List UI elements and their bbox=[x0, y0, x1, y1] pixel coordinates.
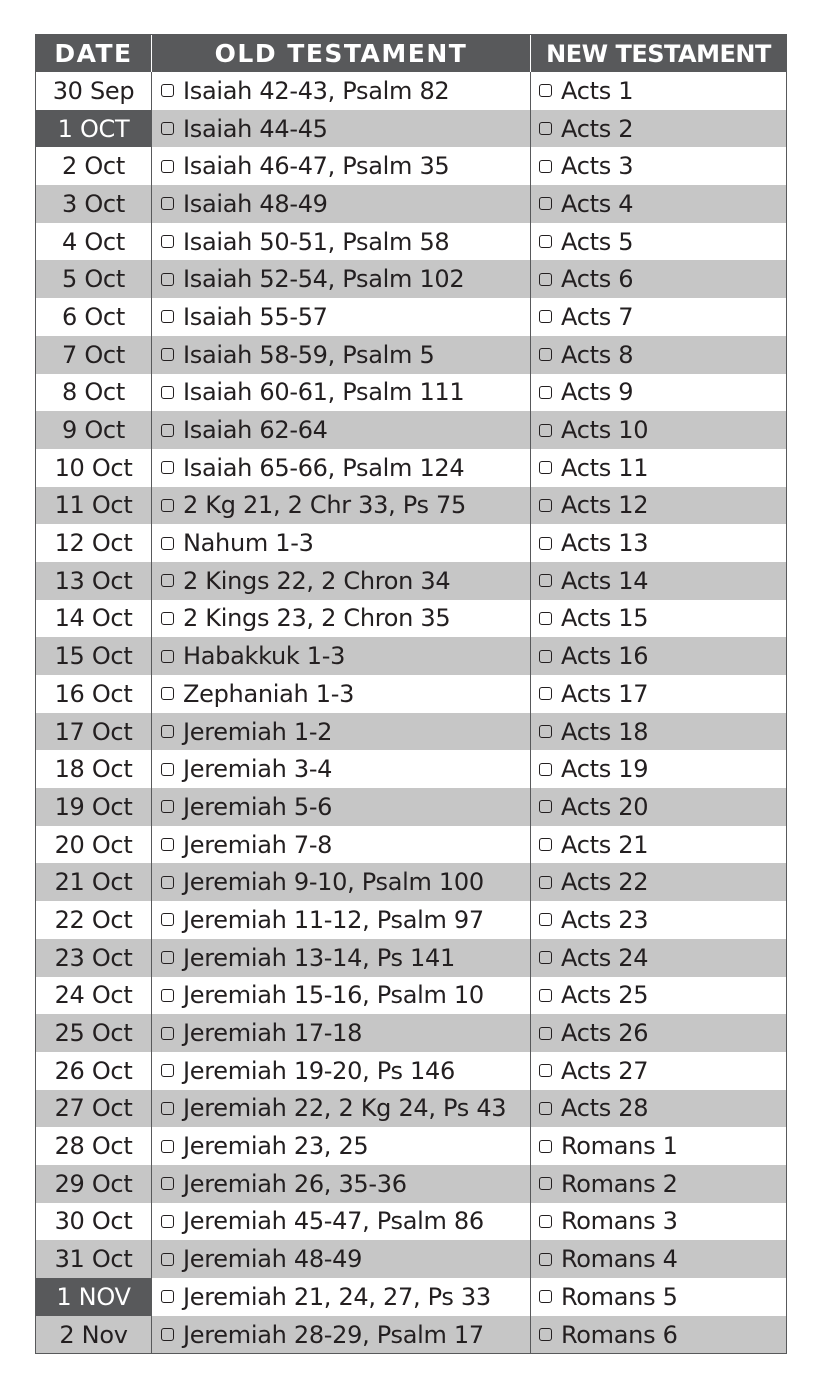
checkbox-icon[interactable] bbox=[161, 537, 174, 550]
old-testament-reading bbox=[152, 977, 531, 1015]
checkbox-icon[interactable] bbox=[539, 650, 552, 663]
new-testament-passage: Acts 2 bbox=[561, 114, 634, 143]
old-testament-reading bbox=[152, 110, 531, 148]
table-row bbox=[36, 901, 786, 939]
checkbox-icon[interactable] bbox=[161, 1253, 174, 1266]
checkbox-icon[interactable] bbox=[539, 386, 552, 399]
checkbox-icon[interactable] bbox=[161, 725, 174, 738]
checkbox-icon[interactable] bbox=[539, 348, 552, 361]
checkbox-icon[interactable] bbox=[539, 499, 552, 512]
reading-date: 8 Oct bbox=[36, 374, 152, 412]
month-start-date: 1 NOV bbox=[36, 1278, 152, 1316]
table-row bbox=[36, 1240, 786, 1278]
checkbox-icon[interactable] bbox=[161, 122, 174, 135]
checkbox-icon[interactable] bbox=[539, 1064, 552, 1077]
reading-date: 13 Oct bbox=[36, 562, 152, 600]
checkbox-icon[interactable] bbox=[539, 951, 552, 964]
reading-date: 27 Oct bbox=[36, 1090, 152, 1128]
old-testament-passage: Jeremiah 3-4 bbox=[183, 755, 333, 784]
checkbox-icon[interactable] bbox=[539, 800, 552, 813]
table-row bbox=[36, 298, 786, 336]
old-testament-passage: Habakkuk 1-3 bbox=[183, 642, 346, 671]
reading-date: 2 Nov bbox=[36, 1316, 152, 1354]
old-testament-passage: Isaiah 55-57 bbox=[183, 302, 328, 331]
old-testament-passage: Jeremiah 21, 24, 27, Ps 33 bbox=[183, 1282, 491, 1311]
checkbox-icon[interactable] bbox=[539, 84, 552, 97]
reading-date: 11 Oct bbox=[36, 487, 152, 525]
new-testament-passage: Acts 8 bbox=[561, 340, 634, 369]
old-testament-reading bbox=[152, 1052, 531, 1090]
checkbox-icon[interactable] bbox=[539, 160, 552, 173]
checkbox-icon[interactable] bbox=[161, 424, 174, 437]
reading-date: 25 Oct bbox=[36, 1014, 152, 1052]
old-testament-passage: Jeremiah 28-29, Psalm 17 bbox=[183, 1320, 484, 1349]
new-testament-reading bbox=[531, 750, 786, 788]
new-testament-reading bbox=[531, 637, 786, 675]
old-testament-reading bbox=[152, 1165, 531, 1203]
table-row bbox=[36, 713, 786, 751]
table-row bbox=[36, 1316, 786, 1354]
new-testament-passage: Romans 2 bbox=[561, 1169, 678, 1198]
old-testament-reading bbox=[152, 72, 531, 110]
old-testament-reading bbox=[152, 1278, 531, 1316]
old-testament-reading bbox=[152, 1014, 531, 1052]
old-testament-passage: Jeremiah 26, 35-36 bbox=[183, 1169, 407, 1198]
reading-date: 16 Oct bbox=[36, 675, 152, 713]
table-row bbox=[36, 147, 786, 185]
new-testament-passage: Acts 10 bbox=[561, 416, 649, 445]
checkbox-icon[interactable] bbox=[539, 235, 552, 248]
new-testament-passage: Romans 4 bbox=[561, 1245, 678, 1274]
checkbox-icon[interactable] bbox=[161, 687, 174, 700]
checkbox-icon[interactable] bbox=[539, 122, 552, 135]
reading-date: 4 Oct bbox=[36, 223, 152, 261]
checkbox-icon[interactable] bbox=[539, 913, 552, 926]
old-testament-reading bbox=[152, 374, 531, 412]
new-testament-passage: Acts 26 bbox=[561, 1019, 649, 1048]
new-testament-reading bbox=[531, 600, 786, 638]
old-testament-passage: Isaiah 48-49 bbox=[183, 189, 328, 218]
checkbox-icon[interactable] bbox=[539, 1290, 552, 1303]
old-testament-passage: 2 Kg 21, 2 Chr 33, Ps 75 bbox=[183, 491, 466, 520]
reading-date: 30 Oct bbox=[36, 1203, 152, 1241]
checkbox-icon[interactable] bbox=[161, 951, 174, 964]
new-testament-column-header: NEW TESTAMENT bbox=[546, 39, 771, 68]
old-testament-reading bbox=[152, 223, 531, 261]
new-testament-passage: Acts 21 bbox=[561, 830, 649, 859]
reading-date: 5 Oct bbox=[36, 260, 152, 298]
checkbox-icon[interactable] bbox=[161, 574, 174, 587]
checkbox-icon[interactable] bbox=[161, 1064, 174, 1077]
new-testament-reading bbox=[531, 863, 786, 901]
checkbox-icon[interactable] bbox=[539, 763, 552, 776]
new-testament-reading bbox=[531, 1014, 786, 1052]
old-testament-passage: Isaiah 65-66, Psalm 124 bbox=[183, 453, 465, 482]
table-row bbox=[36, 1203, 786, 1241]
checkbox-icon[interactable] bbox=[161, 876, 174, 889]
checkbox-icon[interactable] bbox=[539, 876, 552, 889]
new-testament-reading bbox=[531, 487, 786, 525]
reading-date: 10 Oct bbox=[36, 449, 152, 487]
reading-date: 18 Oct bbox=[36, 750, 152, 788]
old-testament-reading bbox=[152, 147, 531, 185]
table-row bbox=[36, 336, 786, 374]
new-testament-passage: Acts 17 bbox=[561, 679, 649, 708]
old-testament-reading bbox=[152, 637, 531, 675]
new-testament-passage: Acts 1 bbox=[561, 76, 634, 105]
new-testament-passage: Acts 3 bbox=[561, 152, 634, 181]
old-testament-passage: Jeremiah 13-14, Ps 141 bbox=[183, 943, 455, 972]
new-testament-reading bbox=[531, 788, 786, 826]
checkbox-icon[interactable] bbox=[539, 725, 552, 738]
checkbox-icon[interactable] bbox=[539, 197, 552, 210]
new-testament-reading bbox=[531, 1165, 786, 1203]
new-testament-passage: Acts 23 bbox=[561, 905, 649, 934]
table-row bbox=[36, 185, 786, 223]
new-testament-reading bbox=[531, 901, 786, 939]
date-column-header: DATE bbox=[36, 35, 152, 72]
checkbox-icon[interactable] bbox=[539, 1027, 552, 1040]
old-testament-reading bbox=[152, 185, 531, 223]
new-testament-passage: Acts 22 bbox=[561, 868, 649, 897]
new-testament-passage: Acts 9 bbox=[561, 378, 634, 407]
reading-date: 12 Oct bbox=[36, 524, 152, 562]
new-testament-passage: Acts 12 bbox=[561, 491, 649, 520]
table-row bbox=[36, 1165, 786, 1203]
table-body bbox=[36, 72, 786, 1353]
old-testament-passage: Jeremiah 9-10, Psalm 100 bbox=[183, 868, 484, 897]
checkbox-icon[interactable] bbox=[161, 84, 174, 97]
new-testament-passage: Acts 14 bbox=[561, 566, 649, 595]
table-row bbox=[36, 826, 786, 864]
checkbox-icon[interactable] bbox=[539, 1253, 552, 1266]
old-testament-passage: Isaiah 46-47, Psalm 35 bbox=[183, 152, 450, 181]
checkbox-icon[interactable] bbox=[161, 197, 174, 210]
checkbox-icon[interactable] bbox=[539, 1328, 552, 1341]
table-row bbox=[36, 1014, 786, 1052]
table-row bbox=[36, 788, 786, 826]
table-row bbox=[36, 72, 786, 110]
new-testament-reading bbox=[531, 260, 786, 298]
new-testament-reading bbox=[531, 675, 786, 713]
reading-plan-table bbox=[35, 34, 787, 1354]
new-testament-reading bbox=[531, 939, 786, 977]
checkbox-icon[interactable] bbox=[539, 537, 552, 550]
old-testament-passage: Isaiah 62-64 bbox=[183, 416, 328, 445]
table-row bbox=[36, 562, 786, 600]
new-testament-passage: Acts 27 bbox=[561, 1056, 649, 1085]
table-row bbox=[36, 977, 786, 1015]
checkbox-icon[interactable] bbox=[161, 499, 174, 512]
old-testament-reading bbox=[152, 260, 531, 298]
old-testament-reading bbox=[152, 750, 531, 788]
old-testament-reading bbox=[152, 788, 531, 826]
new-testament-passage: Acts 6 bbox=[561, 265, 634, 294]
checkbox-icon[interactable] bbox=[161, 386, 174, 399]
checkbox-icon[interactable] bbox=[161, 1290, 174, 1303]
old-testament-passage: Isaiah 50-51, Psalm 58 bbox=[183, 227, 450, 256]
table-header bbox=[36, 35, 786, 72]
reading-date: 7 Oct bbox=[36, 336, 152, 374]
old-testament-reading bbox=[152, 600, 531, 638]
old-testament-passage: Jeremiah 11-12, Psalm 97 bbox=[183, 905, 484, 934]
new-testament-reading bbox=[531, 1316, 786, 1354]
reading-date: 20 Oct bbox=[36, 826, 152, 864]
new-testament-reading bbox=[531, 713, 786, 751]
old-testament-reading bbox=[152, 1316, 531, 1354]
checkbox-icon[interactable] bbox=[539, 838, 552, 851]
checkbox-icon[interactable] bbox=[539, 461, 552, 474]
table-row bbox=[36, 411, 786, 449]
new-testament-reading bbox=[531, 524, 786, 562]
old-testament-reading bbox=[152, 939, 531, 977]
new-testament-passage: Acts 4 bbox=[561, 189, 634, 218]
old-testament-reading bbox=[152, 675, 531, 713]
checkbox-icon[interactable] bbox=[539, 612, 552, 625]
checkbox-icon[interactable] bbox=[539, 1177, 552, 1190]
checkbox-icon[interactable] bbox=[539, 424, 552, 437]
reading-date: 17 Oct bbox=[36, 713, 152, 751]
reading-date: 14 Oct bbox=[36, 600, 152, 638]
new-testament-reading bbox=[531, 1052, 786, 1090]
old-testament-reading bbox=[152, 1127, 531, 1165]
table-row bbox=[36, 637, 786, 675]
reading-date: 29 Oct bbox=[36, 1165, 152, 1203]
new-testament-passage: Acts 11 bbox=[561, 453, 649, 482]
old-testament-passage: Jeremiah 17-18 bbox=[183, 1019, 363, 1048]
table-row bbox=[36, 260, 786, 298]
reading-date: 28 Oct bbox=[36, 1127, 152, 1165]
new-testament-passage: Acts 13 bbox=[561, 529, 649, 558]
new-testament-passage: Romans 6 bbox=[561, 1320, 678, 1349]
checkbox-icon[interactable] bbox=[161, 800, 174, 813]
old-testament-passage: Jeremiah 22, 2 Kg 24, Ps 43 bbox=[183, 1094, 507, 1123]
month-start-date: 1 OCT bbox=[36, 110, 152, 148]
new-testament-passage: Acts 24 bbox=[561, 943, 649, 972]
table-row bbox=[36, 524, 786, 562]
new-testament-passage: Acts 15 bbox=[561, 604, 649, 633]
checkbox-icon[interactable] bbox=[539, 310, 552, 323]
new-testament-passage: Romans 5 bbox=[561, 1282, 678, 1311]
new-testament-passage: Acts 28 bbox=[561, 1094, 649, 1123]
new-testament-passage: Acts 5 bbox=[561, 227, 634, 256]
old-testament-reading bbox=[152, 411, 531, 449]
checkbox-icon[interactable] bbox=[161, 235, 174, 248]
old-testament-passage: Nahum 1-3 bbox=[183, 529, 314, 558]
checkbox-icon[interactable] bbox=[161, 650, 174, 663]
new-testament-passage: Acts 20 bbox=[561, 792, 649, 821]
old-testament-reading bbox=[152, 298, 531, 336]
checkbox-icon[interactable] bbox=[161, 1027, 174, 1040]
new-testament-passage: Acts 7 bbox=[561, 302, 634, 331]
checkbox-icon[interactable] bbox=[539, 989, 552, 1002]
old-testament-reading bbox=[152, 1203, 531, 1241]
new-testament-reading bbox=[531, 298, 786, 336]
new-testament-reading bbox=[531, 223, 786, 261]
reading-date: 26 Oct bbox=[36, 1052, 152, 1090]
reading-date: 6 Oct bbox=[36, 298, 152, 336]
old-testament-passage: 2 Kings 22, 2 Chron 34 bbox=[183, 566, 451, 595]
checkbox-icon[interactable] bbox=[161, 763, 174, 776]
checkbox-icon[interactable] bbox=[161, 1328, 174, 1341]
old-testament-reading bbox=[152, 336, 531, 374]
new-testament-reading bbox=[531, 1278, 786, 1316]
new-testament-reading bbox=[531, 826, 786, 864]
old-testament-reading bbox=[152, 562, 531, 600]
table-row bbox=[36, 600, 786, 638]
old-testament-passage: Zephaniah 1-3 bbox=[183, 679, 355, 708]
checkbox-icon[interactable] bbox=[539, 1140, 552, 1153]
new-testament-passage: Acts 18 bbox=[561, 717, 649, 746]
checkbox-icon[interactable] bbox=[161, 989, 174, 1002]
new-testament-reading bbox=[531, 374, 786, 412]
new-testament-reading bbox=[531, 1090, 786, 1128]
table-row bbox=[36, 449, 786, 487]
new-testament-reading bbox=[531, 72, 786, 110]
new-testament-reading bbox=[531, 1127, 786, 1165]
reading-date: 31 Oct bbox=[36, 1240, 152, 1278]
new-testament-passage: Romans 3 bbox=[561, 1207, 678, 1236]
table-row bbox=[36, 110, 786, 148]
checkbox-icon[interactable] bbox=[161, 1177, 174, 1190]
old-testament-passage: 2 Kings 23, 2 Chron 35 bbox=[183, 604, 451, 633]
old-testament-passage: Isaiah 44-45 bbox=[183, 114, 328, 143]
checkbox-icon[interactable] bbox=[161, 273, 174, 286]
old-testament-passage: Isaiah 60-61, Psalm 111 bbox=[183, 378, 465, 407]
table-row bbox=[36, 1090, 786, 1128]
table-row bbox=[36, 675, 786, 713]
table-row bbox=[36, 863, 786, 901]
old-testament-reading bbox=[152, 487, 531, 525]
checkbox-icon[interactable] bbox=[161, 1140, 174, 1153]
table-row bbox=[36, 1127, 786, 1165]
reading-date: 9 Oct bbox=[36, 411, 152, 449]
checkbox-icon[interactable] bbox=[161, 348, 174, 361]
table-row bbox=[36, 939, 786, 977]
old-testament-passage: Jeremiah 1-2 bbox=[183, 717, 333, 746]
checkbox-icon[interactable] bbox=[161, 913, 174, 926]
old-testament-passage: Isaiah 42-43, Psalm 82 bbox=[183, 76, 450, 105]
new-testament-reading bbox=[531, 449, 786, 487]
checkbox-icon[interactable] bbox=[161, 160, 174, 173]
table-row bbox=[36, 223, 786, 261]
old-testament-reading bbox=[152, 1240, 531, 1278]
old-testament-reading bbox=[152, 524, 531, 562]
old-testament-passage: Jeremiah 15-16, Psalm 10 bbox=[183, 981, 484, 1010]
new-testament-passage: Romans 1 bbox=[561, 1132, 678, 1161]
checkbox-icon[interactable] bbox=[539, 1102, 552, 1115]
table-row bbox=[36, 1052, 786, 1090]
old-testament-passage: Jeremiah 45-47, Psalm 86 bbox=[183, 1207, 484, 1236]
old-testament-column-header: OLD TESTAMENT bbox=[152, 35, 531, 72]
checkbox-icon[interactable] bbox=[161, 310, 174, 323]
new-testament-reading bbox=[531, 977, 786, 1015]
new-testament-reading bbox=[531, 336, 786, 374]
reading-date: 23 Oct bbox=[36, 939, 152, 977]
table-row bbox=[36, 487, 786, 525]
checkbox-icon[interactable] bbox=[539, 1215, 552, 1228]
checkbox-icon[interactable] bbox=[161, 461, 174, 474]
old-testament-reading bbox=[152, 826, 531, 864]
reading-date: 22 Oct bbox=[36, 901, 152, 939]
table-row bbox=[36, 374, 786, 412]
new-testament-reading bbox=[531, 411, 786, 449]
old-testament-passage: Jeremiah 5-6 bbox=[183, 792, 333, 821]
reading-date: 2 Oct bbox=[36, 147, 152, 185]
checkbox-icon[interactable] bbox=[539, 273, 552, 286]
old-testament-reading bbox=[152, 713, 531, 751]
old-testament-passage: Isaiah 52-54, Psalm 102 bbox=[183, 265, 465, 294]
new-testament-reading bbox=[531, 1240, 786, 1278]
new-testament-reading bbox=[531, 185, 786, 223]
checkbox-icon[interactable] bbox=[161, 612, 174, 625]
old-testament-passage: Jeremiah 23, 25 bbox=[183, 1132, 369, 1161]
old-testament-passage: Jeremiah 7-8 bbox=[183, 830, 333, 859]
reading-date: 30 Sep bbox=[36, 72, 152, 110]
table-row bbox=[36, 750, 786, 788]
old-testament-reading bbox=[152, 901, 531, 939]
old-testament-passage: Jeremiah 48-49 bbox=[183, 1245, 363, 1274]
checkbox-icon[interactable] bbox=[539, 687, 552, 700]
reading-date: 15 Oct bbox=[36, 637, 152, 675]
old-testament-passage: Isaiah 58-59, Psalm 5 bbox=[183, 340, 435, 369]
checkbox-icon[interactable] bbox=[161, 1215, 174, 1228]
reading-date: 24 Oct bbox=[36, 977, 152, 1015]
reading-date: 21 Oct bbox=[36, 863, 152, 901]
checkbox-icon[interactable] bbox=[539, 574, 552, 587]
old-testament-reading bbox=[152, 1090, 531, 1128]
new-testament-reading bbox=[531, 147, 786, 185]
table-row bbox=[36, 1278, 786, 1316]
new-testament-passage: Acts 25 bbox=[561, 981, 649, 1010]
checkbox-icon[interactable] bbox=[161, 838, 174, 851]
old-testament-reading bbox=[152, 449, 531, 487]
old-testament-passage: Jeremiah 19-20, Ps 146 bbox=[183, 1056, 455, 1085]
new-testament-reading bbox=[531, 110, 786, 148]
checkbox-icon[interactable] bbox=[161, 1102, 174, 1115]
new-testament-reading bbox=[531, 1203, 786, 1241]
new-testament-reading bbox=[531, 562, 786, 600]
new-testament-passage: Acts 19 bbox=[561, 755, 649, 784]
old-testament-reading bbox=[152, 863, 531, 901]
new-testament-passage: Acts 16 bbox=[561, 642, 649, 671]
reading-date: 3 Oct bbox=[36, 185, 152, 223]
reading-date: 19 Oct bbox=[36, 788, 152, 826]
